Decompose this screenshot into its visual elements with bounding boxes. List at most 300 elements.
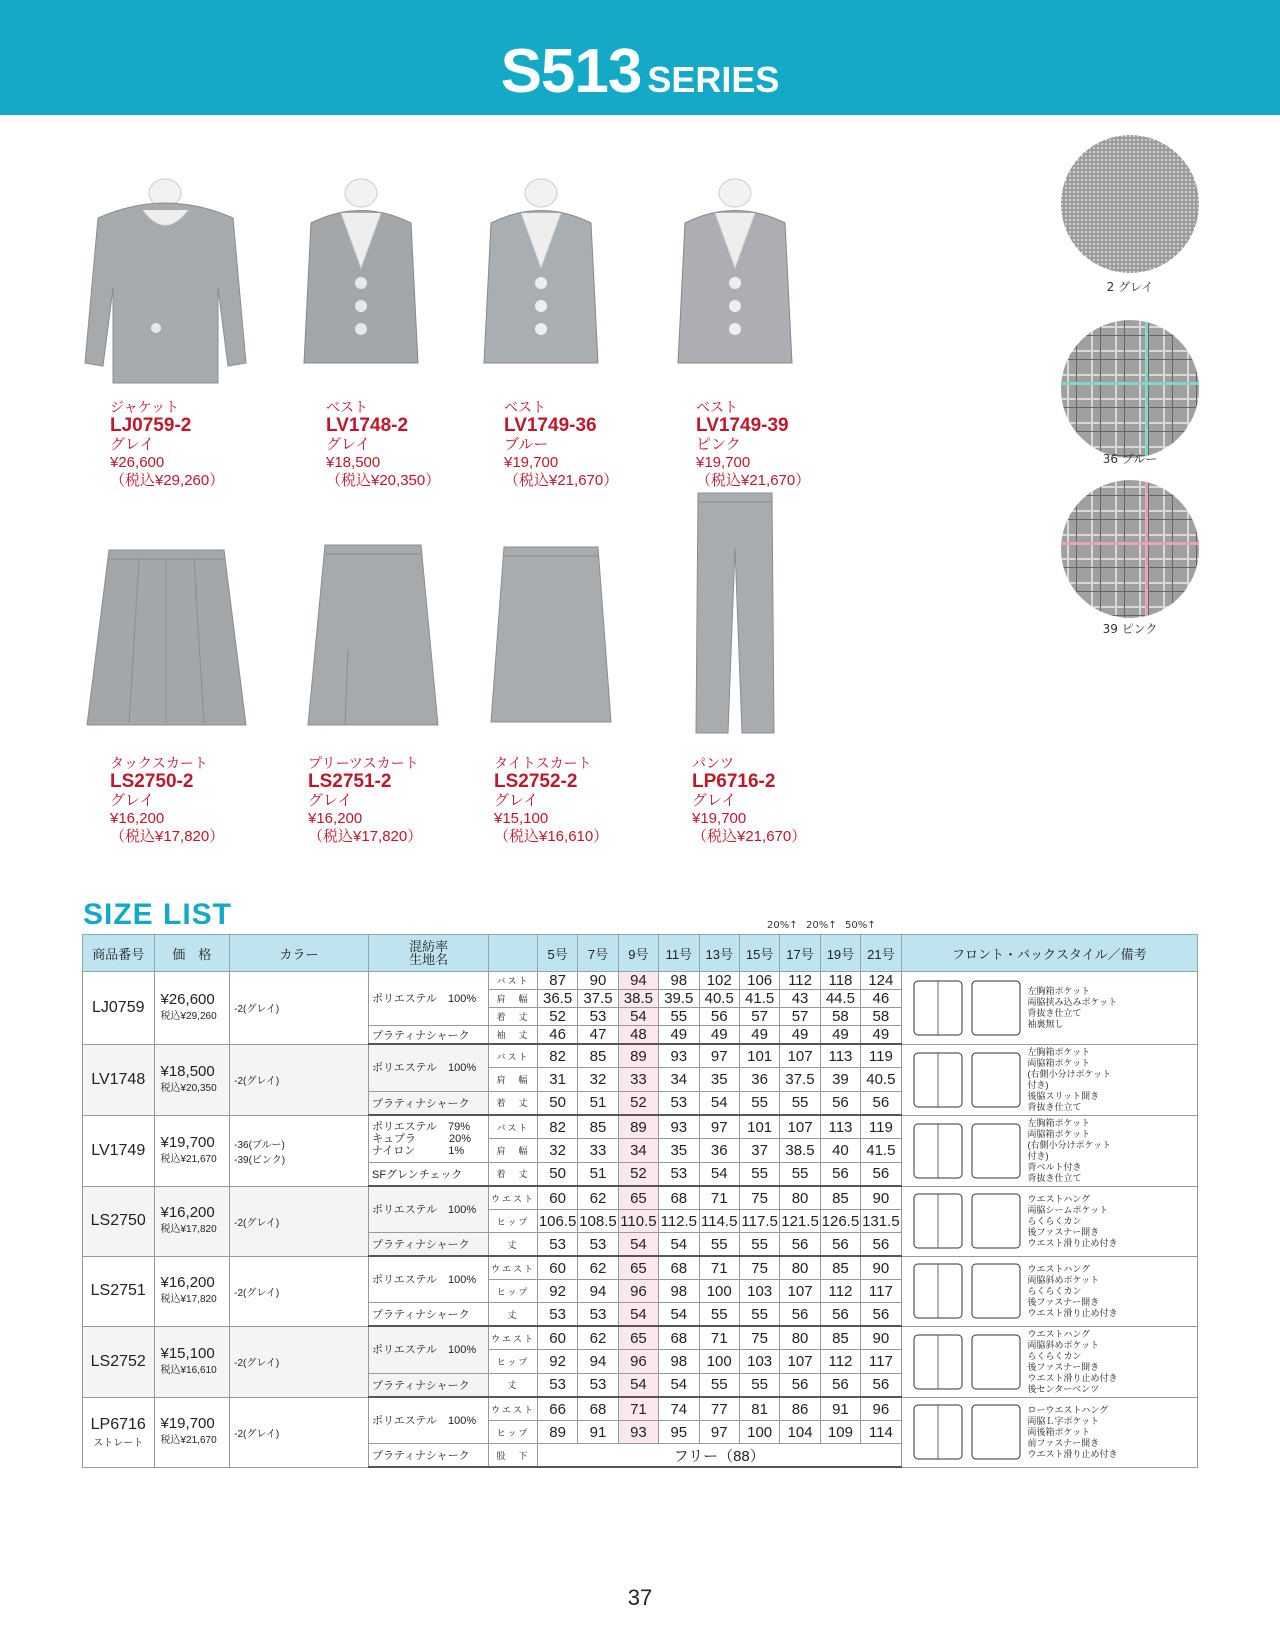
item-notes (901, 1256, 1197, 1326)
product-color: グレイ (326, 436, 371, 453)
size-value: 97 (699, 1115, 739, 1139)
notes-text (1028, 1194, 1136, 1249)
size-value: 65 (618, 1326, 658, 1350)
size-value: 43 (780, 990, 820, 1008)
item-code-text: LV1748 (91, 1070, 146, 1088)
item-material: ポリエステル 100% (368, 1256, 488, 1303)
size-value: 53 (578, 1233, 618, 1257)
product-category: ジャケット (110, 399, 180, 415)
size-value: 51 (578, 1091, 618, 1115)
size-value: 81 (739, 1397, 779, 1421)
note-line: 左胸箱ポケット (1027, 985, 1091, 996)
style-sketch (908, 1120, 1028, 1182)
size-value: 56 (861, 1091, 901, 1115)
size-value: 54 (699, 1091, 739, 1115)
item-code (83, 1256, 155, 1326)
size-value: 80 (780, 1326, 820, 1350)
size-value: 103 (739, 1350, 779, 1373)
dimension-label: 袖 丈 (489, 1026, 538, 1045)
size-value: 39.5 (659, 990, 699, 1008)
size-value: 71 (699, 1256, 739, 1280)
size-value: 56 (780, 1373, 820, 1397)
size-value: 112 (780, 972, 820, 990)
size-value: 41.5 (861, 1139, 901, 1162)
item-color: -2(グレイ) (230, 1044, 369, 1115)
dimension-label: 丈 (489, 1233, 538, 1257)
size-value: 109 (820, 1421, 860, 1444)
size-value: 85 (820, 1256, 860, 1280)
item-price-text: ¥16,200 (160, 1274, 215, 1291)
style-sketch (908, 1401, 1028, 1463)
item-price (154, 1044, 230, 1115)
header-size: 17号 (780, 935, 820, 972)
swatch-pink-label: 39 ピンク (1102, 622, 1158, 636)
product-label-ls2751 (308, 754, 422, 846)
swatch-pink (1061, 480, 1199, 618)
item-code-text: LJ0759 (92, 998, 145, 1016)
size-value: 65 (618, 1186, 658, 1210)
product-price: ¥19,700 (696, 454, 751, 471)
note-line: ウエストハング (1027, 1193, 1091, 1204)
item-notes (901, 1186, 1197, 1256)
dimension-label: ウエスト (489, 1186, 538, 1210)
size-value: 41.5 (739, 990, 779, 1008)
size-row (83, 1044, 1198, 1068)
product-label-lv1748 (326, 398, 440, 490)
header-size: 19号 (820, 935, 860, 972)
item-material: ポリエステル 100% (368, 1186, 488, 1233)
size-value: 68 (659, 1186, 699, 1210)
size-value: 90 (861, 1326, 901, 1350)
size-value: 36 (699, 1139, 739, 1162)
note-line: 左胸箱ポケット (1027, 1117, 1091, 1128)
size-value: 38.5 (618, 990, 658, 1008)
page-number: 37 (627, 1585, 653, 1610)
size-value: 71 (618, 1397, 658, 1421)
dimension-label: 着 丈 (489, 1091, 538, 1115)
item-price-text: ¥15,100 (160, 1344, 215, 1362)
dimension-label: 着 丈 (489, 1008, 538, 1026)
series-header (0, 0, 1280, 115)
size-value: 55 (739, 1162, 779, 1186)
note-line: 両脇箱ポケット (1027, 1057, 1091, 1068)
size-value: 60 (537, 1256, 577, 1280)
size-value: 48 (618, 1026, 658, 1045)
product-price: ¥19,700 (692, 810, 747, 827)
size-value: 56 (861, 1233, 901, 1257)
size-value: 34 (659, 1068, 699, 1091)
note-line: 後センターベンツ (1027, 1383, 1100, 1394)
size-value: 85 (578, 1115, 618, 1139)
size-value: 57 (780, 1008, 820, 1026)
size-value: 98 (659, 972, 699, 990)
product-tax-price: （税込¥21,670） (692, 828, 807, 845)
series-title (0, 36, 1280, 107)
size-value: 33 (578, 1139, 618, 1162)
size-value: 96 (861, 1397, 901, 1421)
product-code: LV1748-2 (326, 415, 409, 436)
style-sketch (908, 1260, 1028, 1322)
size-value: 112 (820, 1350, 860, 1373)
size-value: 68 (659, 1326, 699, 1350)
item-code (83, 1326, 155, 1397)
product-label-lj0759 (110, 398, 224, 490)
pleat-skirt-image (303, 540, 443, 730)
pct-19: 20%↑ (806, 920, 837, 931)
notes-text (1028, 986, 1136, 1030)
size-value: 119 (861, 1044, 901, 1068)
size-value: 31 (537, 1068, 577, 1091)
size-value: 32 (578, 1068, 618, 1091)
notes-text (1028, 1118, 1136, 1184)
product-tax-price: （税込¥17,820） (308, 828, 423, 845)
size-value: 56 (861, 1373, 901, 1397)
size-value: 56 (820, 1162, 860, 1186)
size-value: 100 (699, 1280, 739, 1303)
item-fabric: プラティナシャーク (368, 1444, 488, 1468)
item-color: -2(グレイ) (230, 1326, 369, 1397)
product-category: プリーツスカート (308, 755, 419, 771)
size-value: 93 (618, 1421, 658, 1444)
size-value: 89 (618, 1115, 658, 1139)
size-list-title: SIZE LIST (83, 898, 233, 931)
item-price (154, 1256, 230, 1326)
size-value: 66 (537, 1397, 577, 1421)
item-color: -36(ブルー) -39(ピンク) (230, 1115, 369, 1186)
size-value: 53 (659, 1162, 699, 1186)
size-value: 49 (861, 1026, 901, 1045)
item-color: -2(グレイ) (230, 972, 369, 1045)
item-fabric: プラティナシャーク (368, 1233, 488, 1257)
dimension-label: 肩 幅 (489, 990, 538, 1008)
item-code (83, 1044, 155, 1115)
size-row (83, 1256, 1198, 1280)
header-material: 混紡率 生地名 (368, 935, 488, 972)
item-code-text: LV1749 (91, 1141, 146, 1159)
size-value: 77 (699, 1397, 739, 1421)
size-table-header (83, 935, 1198, 972)
size-value: 53 (578, 1008, 618, 1026)
size-value: 40.5 (861, 1068, 901, 1091)
dimension-label: 丈 (489, 1303, 538, 1327)
product-code: LV1749-39 (696, 415, 789, 436)
item-price (154, 1397, 230, 1467)
style-sketch (908, 977, 1028, 1039)
size-value: 49 (739, 1026, 779, 1045)
item-price (154, 972, 230, 1045)
note-line: 前ファスナー開き (1027, 1437, 1100, 1448)
header-code: 商品番号 (83, 935, 155, 972)
item-subtype: ストレート (93, 1437, 144, 1449)
size-value: 40 (820, 1139, 860, 1162)
size-value: 113 (820, 1115, 860, 1139)
size-value: 52 (537, 1008, 577, 1026)
tuck-skirt-image (84, 545, 249, 735)
size-value: 121.5 (780, 1210, 820, 1233)
product-price: ¥15,100 (494, 810, 549, 827)
size-value: 82 (537, 1044, 577, 1068)
dimension-label: 丈 (489, 1373, 538, 1397)
product-category: タックスカート (110, 755, 208, 771)
size-value: 46 (537, 1026, 577, 1045)
size-value: 75 (739, 1326, 779, 1350)
item-fabric: プラティナシャーク (368, 1091, 488, 1115)
size-row (83, 1397, 1198, 1421)
product-color: グレイ (308, 792, 353, 809)
size-value: 68 (578, 1397, 618, 1421)
product-color: グレイ (110, 792, 155, 809)
product-code: LP6716-2 (692, 771, 776, 792)
size-value: 92 (537, 1350, 577, 1373)
item-tax-price: 税込¥20,350 (160, 1082, 217, 1094)
header-size: 5号 (537, 935, 577, 972)
item-price (154, 1115, 230, 1186)
dimension-label: バスト (489, 1115, 538, 1139)
size-value: 108.5 (578, 1210, 618, 1233)
size-value: 103 (739, 1280, 779, 1303)
size-value: 50 (537, 1091, 577, 1115)
note-line: ウエストハング (1027, 1263, 1091, 1274)
style-sketch (908, 1190, 1028, 1252)
size-value: 55 (699, 1303, 739, 1327)
size-value: 54 (618, 1233, 658, 1257)
size-value: 124 (861, 972, 901, 990)
note-line: 背抜き仕立て (1027, 1101, 1082, 1112)
size-value: 54 (659, 1303, 699, 1327)
dimension-label: ヒップ (489, 1421, 538, 1444)
note-line: 背抜き仕立て (1027, 1007, 1082, 1018)
swatch-blue (1061, 320, 1199, 458)
size-value: 56 (861, 1303, 901, 1327)
note-line: 付き) (1027, 1150, 1049, 1161)
size-value: 89 (618, 1044, 658, 1068)
size-value: 56 (861, 1162, 901, 1186)
size-value: 75 (739, 1186, 779, 1210)
size-value: 49 (659, 1026, 699, 1045)
header-size: 9号 (618, 935, 658, 972)
item-code-text: LS2752 (90, 1352, 146, 1370)
item-code-text: LP6716 (90, 1415, 146, 1433)
size-value: 36.5 (537, 990, 577, 1008)
note-line: (右側小分けポケット (1027, 1139, 1112, 1150)
note-line: らくらくカン (1027, 1350, 1082, 1361)
size-value: 53 (537, 1303, 577, 1327)
product-tax-price: （税込¥29,260） (110, 472, 225, 489)
product-price: ¥16,200 (110, 810, 165, 827)
size-value: 53 (537, 1233, 577, 1257)
vest-gray-image (296, 178, 426, 378)
size-value: 80 (780, 1186, 820, 1210)
size-value: 112 (820, 1280, 860, 1303)
note-line: ローウエストハング (1027, 1404, 1109, 1415)
header-size: 11号 (659, 935, 699, 972)
size-value: 106.5 (537, 1210, 577, 1233)
size-value: 104 (780, 1421, 820, 1444)
item-price-text: ¥19,700 (160, 1133, 215, 1151)
pct-17: 20%↑ (767, 920, 798, 931)
item-notes (901, 1044, 1197, 1115)
item-tax-price: 税込¥29,260 (160, 1010, 217, 1022)
size-value: 62 (578, 1186, 618, 1210)
dimension-label: 肩 幅 (489, 1139, 538, 1162)
note-line: 後脇スリット開き (1027, 1090, 1100, 1101)
size-value: 56 (820, 1233, 860, 1257)
product-category: ベスト (326, 399, 368, 415)
size-value: 51 (578, 1162, 618, 1186)
size-value: 101 (739, 1044, 779, 1068)
size-value: 112.5 (659, 1210, 699, 1233)
item-tax-price: 税込¥17,820 (160, 1224, 217, 1235)
product-label-lv1749-36 (504, 398, 618, 490)
dimension-label: バスト (489, 1044, 538, 1068)
item-code (83, 972, 155, 1045)
size-value: 98 (659, 1350, 699, 1373)
size-value: 90 (861, 1256, 901, 1280)
note-line: ウエスト滑り止め付き (1027, 1448, 1118, 1459)
product-category: ベスト (696, 399, 738, 415)
swatch-gray-label: 2 グレイ (1106, 280, 1154, 294)
size-value: 54 (618, 1373, 658, 1397)
header-size: 13号 (699, 935, 739, 972)
size-value: 89 (537, 1421, 577, 1444)
size-value: 57 (739, 1008, 779, 1026)
header-color: カラー (230, 935, 369, 972)
header-dim (489, 935, 538, 972)
size-value: 131.5 (861, 1210, 901, 1233)
size-value: 35 (699, 1068, 739, 1091)
item-color: -2(グレイ) (230, 1186, 369, 1256)
header-notes: フロント・バックスタイル／備考 (901, 935, 1197, 972)
item-tax-price: 税込¥17,820 (160, 1294, 217, 1305)
size-value: 118 (820, 972, 860, 990)
size-value: 85 (820, 1326, 860, 1350)
product-code: LS2750-2 (110, 771, 194, 792)
item-notes (901, 1115, 1197, 1186)
product-code: LV1749-36 (504, 415, 597, 436)
size-value: 53 (578, 1373, 618, 1397)
item-material: ポリエステル 79% キュプラ 20% ナイロン 1% (368, 1115, 488, 1162)
size-value: 85 (578, 1044, 618, 1068)
note-line: らくらくカン (1027, 1215, 1082, 1226)
size-row (83, 1115, 1198, 1139)
size-value: 97 (699, 1421, 739, 1444)
product-label-ls2750 (110, 754, 224, 846)
size-value: 90 (578, 972, 618, 990)
size-value: 60 (537, 1186, 577, 1210)
item-fabric: プラティナシャーク (368, 1026, 488, 1045)
dimension-label: ヒップ (489, 1280, 538, 1303)
size-value: 53 (659, 1091, 699, 1115)
size-value: 55 (739, 1373, 779, 1397)
product-code: LS2752-2 (494, 771, 578, 792)
product-price: ¥16,200 (308, 810, 363, 827)
item-code-text: LS2750 (90, 1212, 146, 1229)
size-value: 56 (699, 1008, 739, 1026)
size-value: 68 (659, 1256, 699, 1280)
size-value: 32 (537, 1139, 577, 1162)
size-value: 107 (780, 1044, 820, 1068)
item-price-text: ¥16,200 (160, 1204, 215, 1221)
product-tax-price: （税込¥21,670） (504, 472, 619, 489)
size-value: 90 (861, 1186, 901, 1210)
size-value: 34 (618, 1139, 658, 1162)
item-fabric: プラティナシャーク (368, 1373, 488, 1397)
size-value: 54 (618, 1303, 658, 1327)
size-value: 52 (618, 1162, 658, 1186)
product-price: ¥26,600 (110, 454, 165, 471)
series-number: S513 (500, 37, 642, 106)
item-tax-price: 税込¥21,670 (160, 1435, 217, 1446)
item-code-text: LS2751 (90, 1282, 146, 1299)
dimension-label: 着 丈 (489, 1162, 538, 1186)
product-label-lv1749-39 (696, 398, 810, 490)
size-value: 54 (699, 1162, 739, 1186)
product-category: ベスト (504, 399, 546, 415)
product-tax-price: （税込¥21,670） (696, 472, 811, 489)
size-value: 46 (861, 990, 901, 1008)
product-tax-price: （税込¥17,820） (110, 828, 225, 845)
item-code (83, 1186, 155, 1256)
size-value: 107 (780, 1115, 820, 1139)
size-value: 35 (659, 1139, 699, 1162)
note-line: 後ファスナー開き (1027, 1296, 1100, 1307)
swatch-gray (1061, 135, 1199, 273)
size-value: 100 (699, 1350, 739, 1373)
size-row (83, 1186, 1198, 1210)
size-value: 117 (861, 1350, 901, 1373)
size-value: 49 (699, 1026, 739, 1045)
product-code: LS2751-2 (308, 771, 392, 792)
product-tax-price: （税込¥20,350） (326, 472, 441, 489)
size-value: 47 (578, 1026, 618, 1045)
note-line: 付き) (1027, 1079, 1049, 1090)
size-value: 117.5 (739, 1210, 779, 1233)
style-sketch (908, 1331, 1028, 1393)
size-value: 40.5 (699, 990, 739, 1008)
dimension-label: ヒップ (489, 1210, 538, 1233)
size-value: 126.5 (820, 1210, 860, 1233)
dimension-label: ヒップ (489, 1350, 538, 1373)
item-price-text: ¥19,700 (160, 1415, 215, 1432)
size-value: 102 (699, 972, 739, 990)
size-value: 71 (699, 1326, 739, 1350)
size-value: 60 (537, 1326, 577, 1350)
swatch-blue-label: 36 ブルー (1102, 452, 1158, 466)
item-material: ポリエステル 100% (368, 1397, 488, 1444)
size-value: 55 (739, 1303, 779, 1327)
product-code: LJ0759-2 (110, 415, 192, 436)
header-price: 価 格 (154, 935, 230, 972)
note-line: ウエスト滑り止め付き (1027, 1307, 1118, 1318)
size-value: 80 (780, 1256, 820, 1280)
dimension-label: 股 下 (489, 1444, 538, 1468)
note-line: 後ファスナー開き (1027, 1361, 1100, 1372)
series-word: SERIES (647, 59, 780, 100)
size-value: 101 (739, 1115, 779, 1139)
notes-text (1028, 1264, 1136, 1319)
note-line: 両後箱ポケット (1027, 1426, 1091, 1437)
product-color: グレイ (692, 792, 737, 809)
size-value: 85 (820, 1186, 860, 1210)
size-value: 114 (861, 1421, 901, 1444)
size-value: 94 (578, 1350, 618, 1373)
size-value: 114.5 (699, 1210, 739, 1233)
size-value: 62 (578, 1326, 618, 1350)
size-value: 55 (739, 1233, 779, 1257)
note-line: ウエストハング (1027, 1328, 1091, 1339)
size-value: 62 (578, 1256, 618, 1280)
product-label-ls2752 (494, 754, 608, 846)
